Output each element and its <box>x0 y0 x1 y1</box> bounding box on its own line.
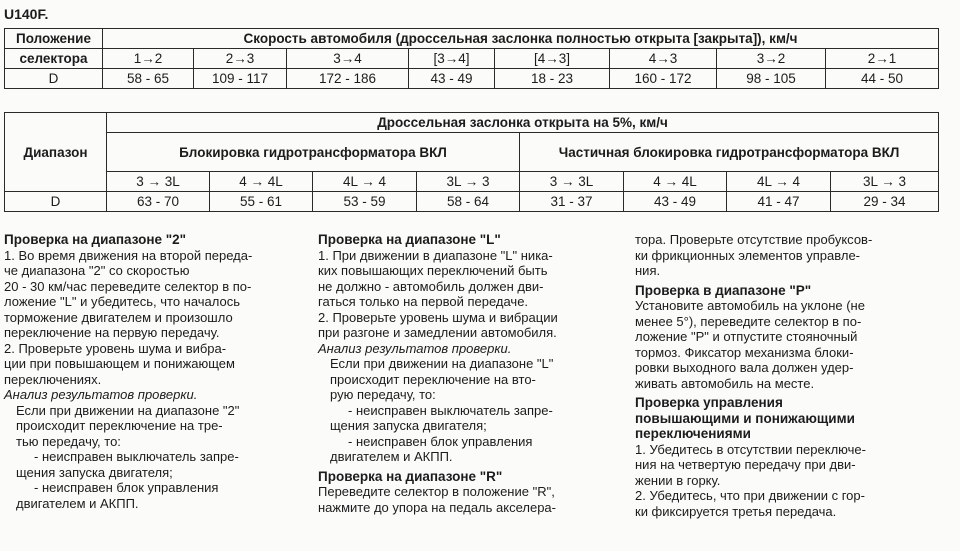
section-heading-shift-control: повышающими и понижающими <box>635 410 855 426</box>
text-line: 1. Убедитесь в отсутствии переключе- <box>635 441 866 457</box>
text-line: не должно - автомобиль должен дви- <box>318 278 544 294</box>
text-line: нажмите до упора на педаль акселера- <box>318 499 556 515</box>
table2-cell: 63 - 70 <box>107 192 210 212</box>
table1-cell: 98 - 105 <box>717 69 826 89</box>
text-line: происходит переключение на вто- <box>330 371 536 387</box>
table2-cell: 53 - 59 <box>313 192 417 212</box>
section-heading-range-l: Проверка на диапазоне "L" <box>318 232 501 247</box>
section-heading-range-2: Проверка на диапазоне "2" <box>4 232 187 247</box>
section-heading-range-r: Проверка на диапазоне "R" <box>318 468 503 484</box>
text-line: при разгоне и замедлении автомобиля. <box>318 325 557 340</box>
table2-cell: 31 - 37 <box>520 192 624 212</box>
section-heading-range-p: Проверка в диапазоне "P" <box>635 282 812 298</box>
text-line: щения запуска двигателя; <box>16 464 173 480</box>
shift-speed-table-5pct-throttle <box>4 112 939 212</box>
table1-header-speed: Скорость автомобиля (дроссельная заслонка полностью открыта [закрыта]), км/ч <box>103 29 939 49</box>
text-column-1 <box>4 232 304 511</box>
table2-col-header: 4 → 4L <box>210 172 313 192</box>
text-line: Установите автомобиль на уклоне (не <box>635 298 865 313</box>
table1-col-header: 2→1 <box>826 49 939 69</box>
text-line: живать автомобиль на месте. <box>635 375 815 391</box>
text-line: - неисправен блок управления <box>348 433 533 449</box>
text-line: Переведите селектор в положение "R", <box>318 484 555 499</box>
text-line: тормоз. Фиксатор механизма блоки- <box>635 344 854 360</box>
text-column-3 <box>635 232 951 519</box>
shift-speed-table-full-throttle <box>4 28 939 89</box>
text-line: щения запуска двигателя; <box>330 418 487 433</box>
table2-cell: 41 - 47 <box>727 192 831 212</box>
text-line: торможение двигателем и произошло <box>4 309 233 325</box>
text-line: жении в горку. <box>635 472 721 488</box>
text-line: ких повышающих переключений быть <box>318 263 548 278</box>
text-line: менее 5°), переведите селектор в по- <box>635 313 862 329</box>
table2-col-header: 3L → 3 <box>831 172 939 192</box>
text-line: рую передачу, то: <box>330 387 436 402</box>
text-line: ки фрикционных элементов управле- <box>635 247 861 263</box>
text-line: ровки выходного вала должен удер- <box>635 360 854 375</box>
text-line: двигателем и АКПП. <box>330 449 453 464</box>
table2-cell: 55 - 61 <box>210 192 313 212</box>
section-heading-shift-control: переключениями <box>635 426 751 441</box>
table2-cell: 43 - 49 <box>624 192 727 212</box>
table2-row-label: D <box>5 192 107 212</box>
table2-header-lockup: Блокировка гидротрансформатора ВКЛ <box>107 133 520 172</box>
table1-header-selector-1: Положение <box>5 29 103 49</box>
text-line: 1. Во время движения на второй переда- <box>4 247 253 263</box>
text-line: ложение "P" и отпустите стояночный <box>635 329 858 344</box>
table1-header-selector-2: селектора <box>5 49 103 69</box>
table1-cell: 109 - 117 <box>194 69 287 89</box>
table2-header-range: Диапазон <box>5 113 107 192</box>
text-line: переключение на первую передачу. <box>4 325 220 340</box>
text-line: ния на четвертую передачу при дви- <box>635 457 856 472</box>
table1-cell: 44 - 50 <box>826 69 939 89</box>
table1-cell: 160 - 172 <box>610 69 717 89</box>
text-line: происходит переключение на тре- <box>16 418 223 433</box>
text-line: - неисправен блок управления <box>34 480 219 495</box>
table2-col-header: 3 → 3L <box>107 172 210 192</box>
table1-col-header: 3→2 <box>717 49 826 69</box>
table1-cell: 43 - 49 <box>409 69 495 89</box>
text-line: переключениях. <box>4 371 102 387</box>
text-line: 2. Проверьте уровень шума и вибрации <box>318 309 558 325</box>
table2-col-header: 3L → 3 <box>417 172 520 192</box>
model-code: U140F. <box>4 6 49 22</box>
table2-col-header: 4 → 4L <box>624 172 727 192</box>
table-row <box>5 192 939 212</box>
table1-cell: 58 - 65 <box>103 69 194 89</box>
table-row <box>5 69 939 89</box>
table2-header-partial-lockup: Частичная блокировка гидротрансформатора ВКЛ <box>520 133 939 172</box>
table2-col-header: 4L → 4 <box>313 172 417 192</box>
text-line: Если при движении на диапазоне "2" <box>16 402 240 418</box>
text-line: Если при движении на диапазоне "L" <box>330 356 554 371</box>
text-line: ки фиксируется третья передача. <box>635 503 837 519</box>
text-line: 2. Убедитесь, что при движении с гор- <box>635 488 865 503</box>
text-line: ния. <box>635 263 661 278</box>
table1-col-header: [4→3] <box>495 49 610 69</box>
text-line: 20 - 30 км/час переведите селектор в по- <box>4 278 252 294</box>
text-line: двигателем и АКПП. <box>16 495 139 511</box>
section-heading-shift-control: Проверка управления <box>635 395 783 410</box>
text-line: - неисправен выключатель запре- <box>348 402 553 418</box>
table1-col-header: 2→3 <box>194 49 287 69</box>
table2-header-throttle: Дроссельная заслонка открыта на 5%, км/ч <box>107 113 939 133</box>
table2-col-header: 3 → 3L <box>520 172 624 192</box>
text-column-2 <box>318 232 622 515</box>
text-line: че диапазона "2" со скоростью <box>4 263 190 278</box>
table1-cell: 172 - 186 <box>287 69 409 89</box>
table1-row-label: D <box>5 69 103 89</box>
text-line: ции при повышающем и понижающем <box>4 356 235 371</box>
text-line: гаться только на первой передаче. <box>318 294 529 309</box>
text-line: тора. Проверьте отсутствие пробуксов- <box>635 232 873 247</box>
table2-cell: 58 - 64 <box>417 192 520 212</box>
text-line: - неисправен выключатель запре- <box>34 449 239 464</box>
table1-col-header: [3→4] <box>409 49 495 69</box>
table1-col-header: 4→3 <box>610 49 717 69</box>
text-line: ложение "L" и убедитесь, что началось <box>4 294 241 309</box>
text-line: 2. Проверьте уровень шума и вибра- <box>4 340 227 356</box>
analysis-heading: Анализ результатов проверки. <box>4 387 198 402</box>
table2-cell: 29 - 34 <box>831 192 939 212</box>
text-line: 1. При движении в диапазоне "L" ника- <box>318 247 553 263</box>
text-line: тью передачу, то: <box>16 433 121 449</box>
table2-col-header: 4L → 4 <box>727 172 831 192</box>
analysis-heading: Анализ результатов проверки. <box>318 340 512 356</box>
table1-col-header: 1→2 <box>103 49 194 69</box>
table1-col-header: 3→4 <box>287 49 409 69</box>
table1-cell: 18 - 23 <box>495 69 610 89</box>
